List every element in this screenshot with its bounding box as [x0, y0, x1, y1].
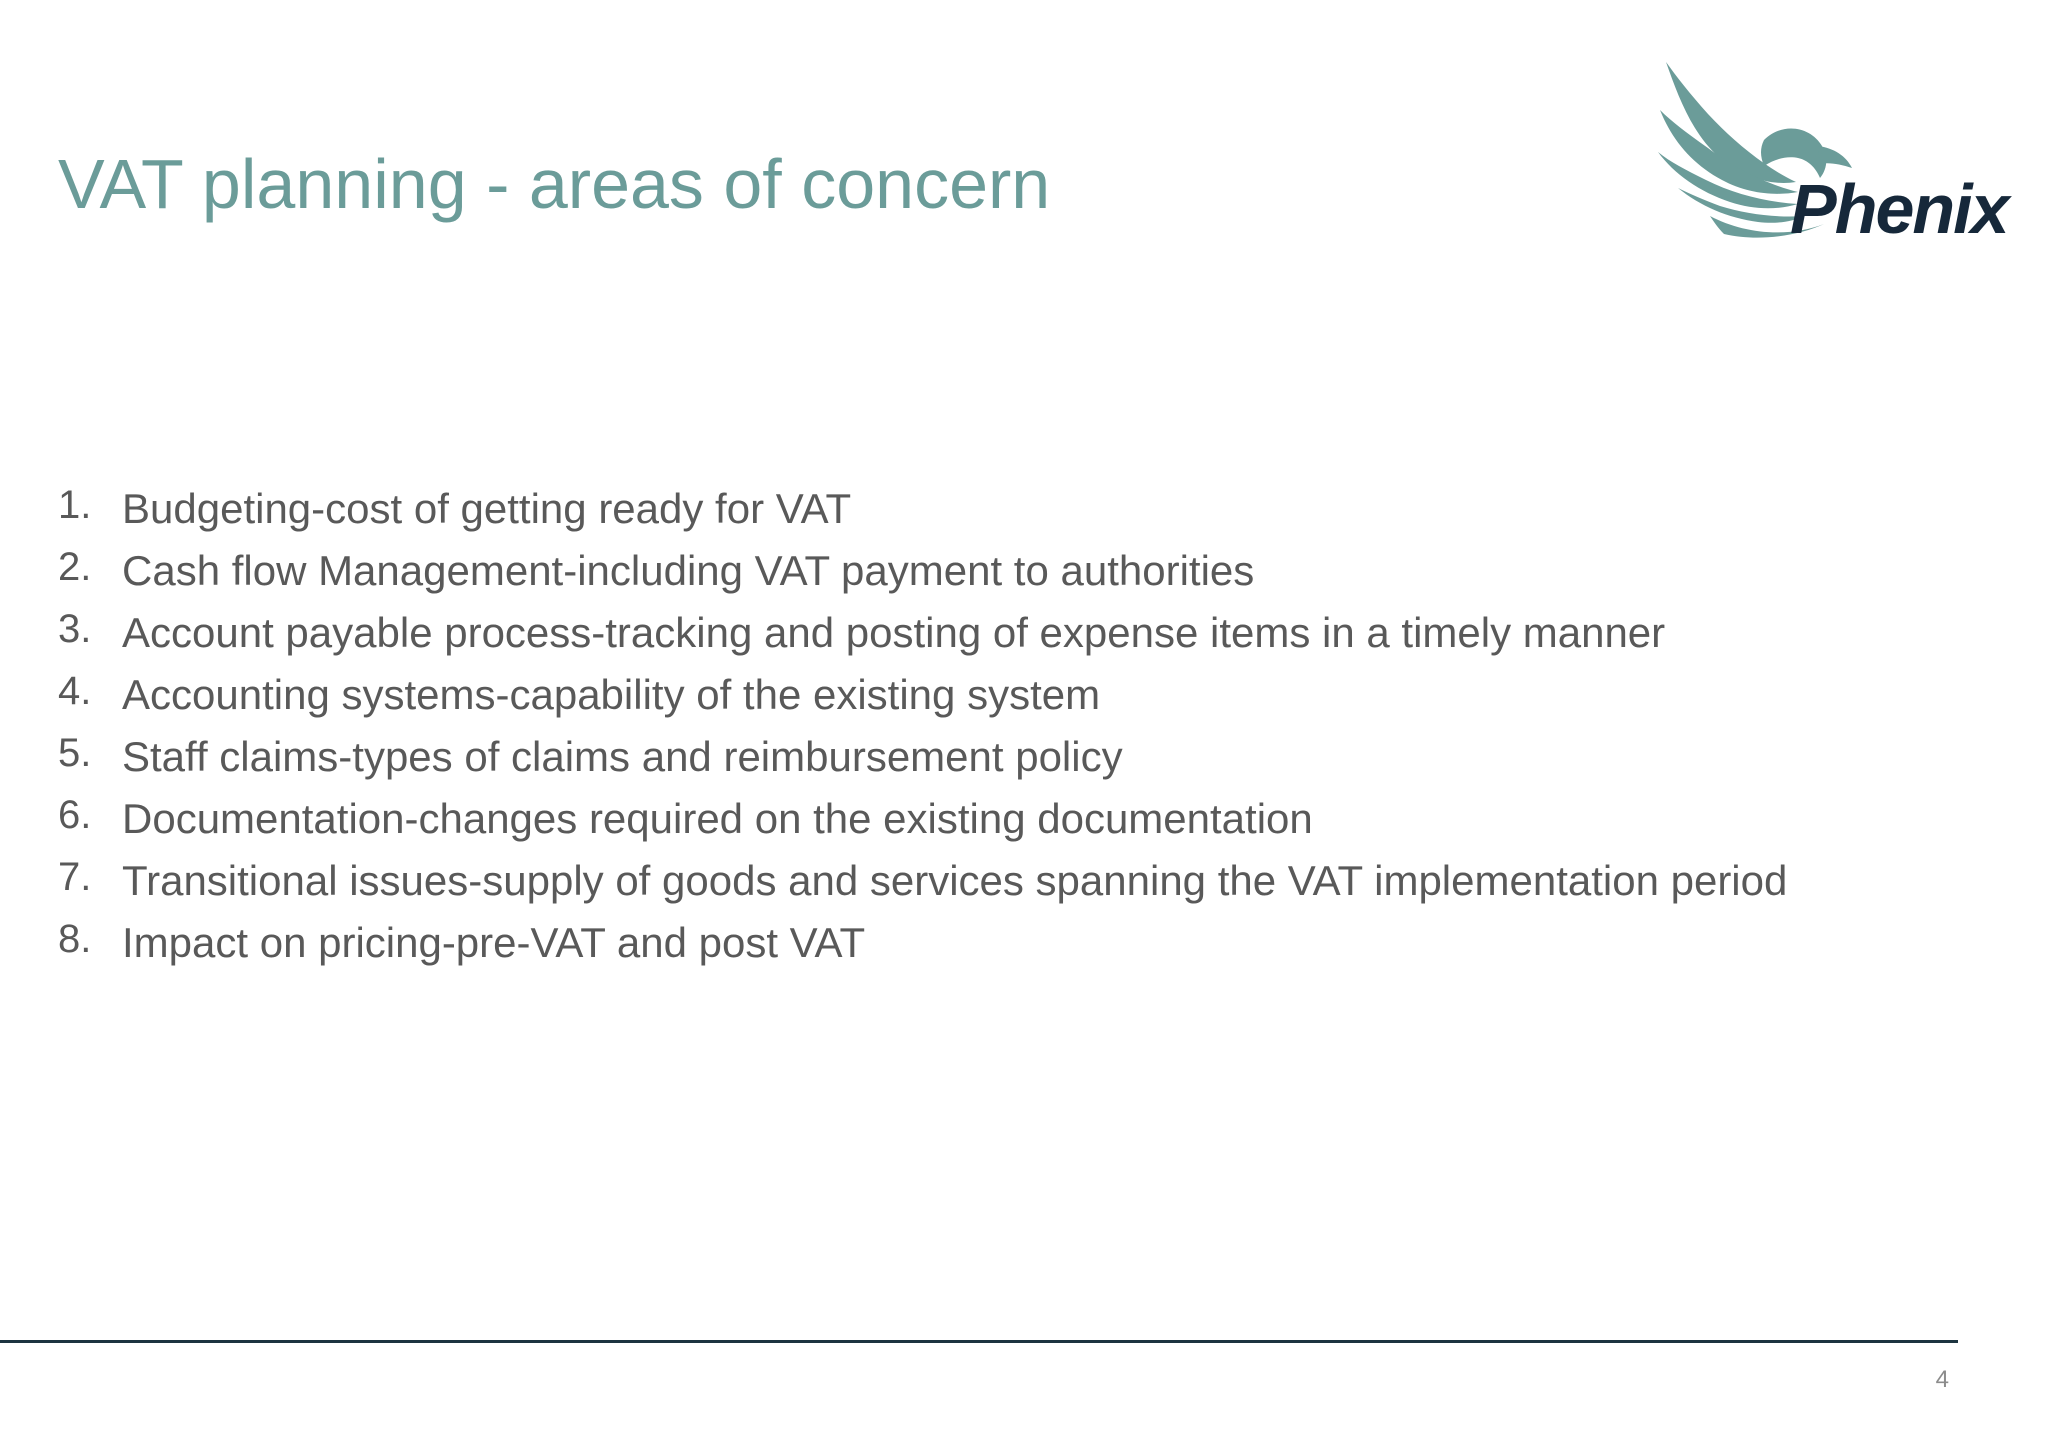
item-number: 3.: [58, 607, 92, 651]
item-text: Documentation-changes required on the existing documentation: [122, 795, 1313, 842]
list-item: [58, 726, 1787, 788]
concern-list: [58, 478, 1787, 974]
item-text: Cash flow Management-including VAT payment to authorities: [122, 547, 1255, 594]
item-number: 1.: [58, 483, 92, 527]
item-number: 7.: [58, 855, 92, 899]
list-item: [58, 540, 1787, 602]
item-text: Impact on pricing-pre-VAT and post VAT: [122, 919, 866, 966]
phenix-logo: [1648, 56, 2028, 252]
item-text: Transitional issues-supply of goods and services spanning the VAT implementation period: [122, 857, 1788, 904]
list-item: [58, 478, 1787, 540]
item-number: 2.: [58, 545, 92, 589]
item-text: Accounting systems-capability of the existing system: [122, 671, 1101, 718]
list-item: [58, 664, 1787, 726]
item-text: Staff claims-types of claims and reimbursement policy: [122, 733, 1123, 780]
slide-title: VAT planning - areas of concern: [58, 145, 1051, 223]
logo-wordmark: Phenix: [1790, 170, 2008, 248]
list-item: [58, 788, 1787, 850]
item-number: 6.: [58, 793, 92, 837]
list-item: [58, 602, 1787, 664]
item-number: 8.: [58, 917, 92, 961]
item-text: Account payable process-tracking and posting of expense items in a timely manner: [122, 609, 1666, 656]
item-number: 4.: [58, 669, 92, 713]
footer-divider: [0, 1340, 1958, 1343]
item-number: 5.: [58, 731, 92, 775]
list-item: [58, 912, 1787, 974]
list-item: [58, 850, 1787, 912]
page-number: 4: [1935, 1366, 1949, 1393]
item-text: Budgeting-cost of getting ready for VAT: [122, 485, 852, 532]
